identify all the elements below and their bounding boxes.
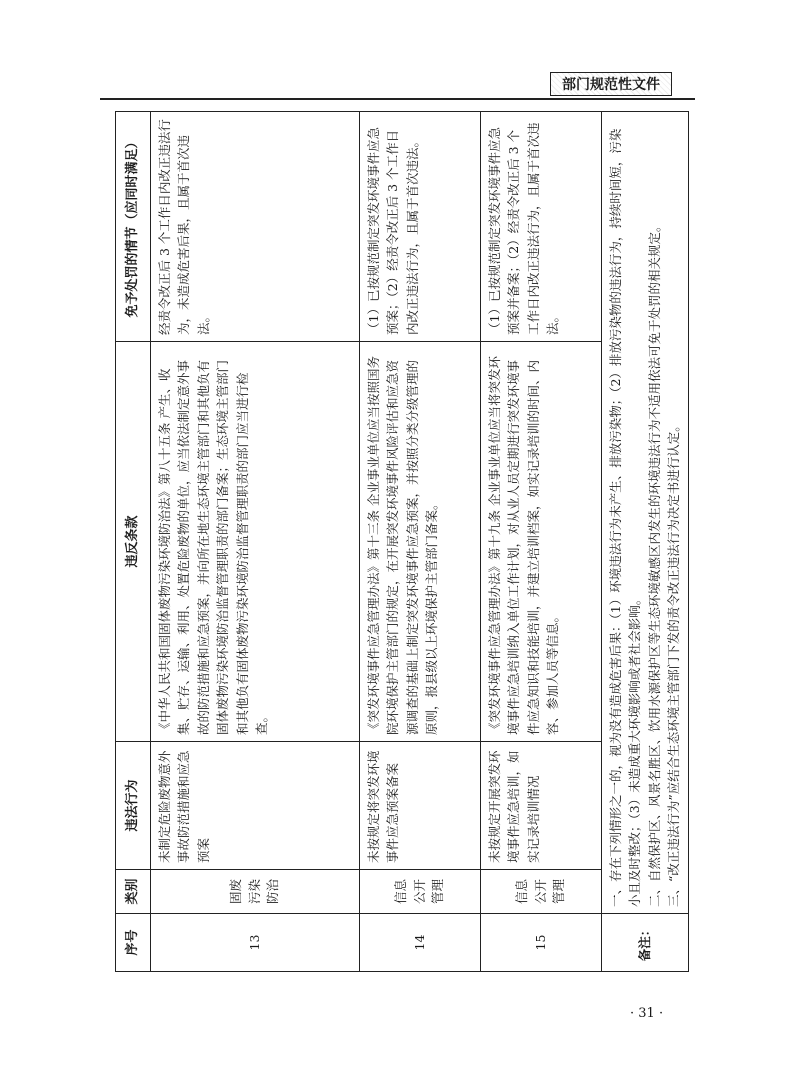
notes-label: 备注： bbox=[602, 914, 689, 972]
category-part: 防治 bbox=[265, 879, 281, 905]
category-part: 公开 bbox=[532, 879, 548, 905]
row-clause: 《突发环境事件应急管理办法》第十九条 企业事业单位应当将突发环境事件应急培训纳入单位工作计划，对从业人员定期进行突发环境事件应急知识和技能培训，并建立培训档案，如实记录培训的时间、内容、参加人员等信息。 bbox=[481, 342, 602, 742]
row-clause: 《中华人民共和国固体废物污染环境防治法》第八十五条 产生、收集、贮存、运输、利用、处置危险废物的单位，应当依法制定意外事故的防范措施和应急预案，并向所在地生态环境主管部门和其他负有固体废物污染环境防治监督管理职责的部门备案；生态环境主管部门和其他负有固体废物污染环境防治监督管理职责的部门应当进行检查。 bbox=[151, 342, 360, 742]
header-behavior: 违法行为 bbox=[116, 742, 151, 870]
table-row bbox=[481, 112, 602, 972]
row-category bbox=[481, 870, 602, 914]
header-rule bbox=[100, 98, 695, 100]
row-exempt: （1）已按规范制定突发环境事件应急预案；（2）经责令改正后 3 个工作日内改正违法行为，且属于首次违法。 bbox=[360, 112, 481, 342]
header-exempt: 免予处罚的情节（应同时满足） bbox=[116, 112, 151, 342]
category-part: 公开 bbox=[411, 879, 427, 905]
category-part: 管理 bbox=[551, 879, 567, 905]
row-behavior: 未按规定将突发环境事件应急预案备案 bbox=[360, 742, 481, 870]
row-exempt: （1）已按规范制定突发环境事件应急预案并备案；（2）经责令改正后 3 个工作日内改正违法行为，且属于首次违法。 bbox=[481, 112, 602, 342]
row-exempt: 经责令改正后 3 个工作日内改正违法行为，未造成危害后果，且属于首次违法。 bbox=[151, 112, 360, 342]
category-part: 信息 bbox=[513, 879, 529, 905]
document-section-badge: 部门规范性文件 bbox=[550, 72, 672, 96]
row-clause: 《突发环境事件应急管理办法》第十三条 企业事业单位应当按照国务院环境保护主管部门的规定，在开展突发环境事件风险评估和应急资源调查的基础上制定突发环境事件应急预案，并按照分类分级管理的原则，报县级以上环境保护主管部门备案。 bbox=[360, 342, 481, 742]
note-line: 二、自然保护区、风景名胜区、饮用水源保护区等生态环境敏感区内发生的环境违法行为不适用依法可免于处罚的相关规定。 bbox=[646, 219, 662, 907]
category-part: 管理 bbox=[430, 879, 446, 905]
row-category bbox=[151, 870, 360, 914]
header-clause: 违反条款 bbox=[116, 342, 151, 742]
rotated-table-container bbox=[115, 112, 685, 972]
notes-content bbox=[602, 112, 689, 914]
note-line: 一、存在下列情形之一的，视为没有造成危害后果：（1）环境违法行为未产生、排放污染物；（2）排放污染物的违法行为，持续时间短，污染小且及时整改；（3）未造成重大环境影响或者社会影响。 bbox=[608, 128, 643, 907]
page-number: · 31 · bbox=[630, 1006, 664, 1021]
row-index: 15 bbox=[481, 914, 602, 972]
row-index: 13 bbox=[151, 914, 360, 972]
violation-table bbox=[115, 111, 689, 972]
category-part: 信息 bbox=[392, 879, 408, 905]
row-index: 14 bbox=[360, 914, 481, 972]
table-header-row bbox=[116, 112, 151, 972]
table-row bbox=[360, 112, 481, 972]
row-behavior: 未制定危险废物意外事故防范措施和应急预案 bbox=[151, 742, 360, 870]
table-row bbox=[151, 112, 360, 972]
row-category bbox=[360, 870, 481, 914]
notes-row bbox=[602, 112, 689, 972]
note-line: 三、“改正违法行为”应结合生态环境主管部门下发的责令改正违法行为决定书进行认定。 bbox=[666, 419, 682, 907]
header-category: 类别 bbox=[116, 870, 151, 914]
category-part: 污染 bbox=[246, 879, 262, 905]
header-index: 序号 bbox=[116, 914, 151, 972]
row-behavior: 未按规定开展突发环境事件应急培训，如实记录培训情况 bbox=[481, 742, 602, 870]
category-part: 固废 bbox=[227, 879, 243, 905]
